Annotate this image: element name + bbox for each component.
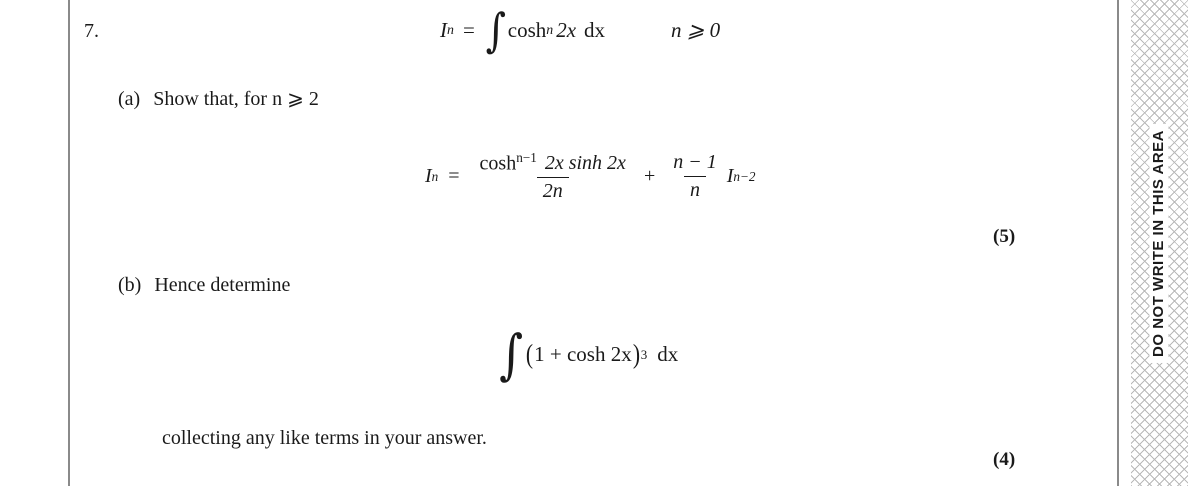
formula-lhs-variable: I <box>425 165 432 188</box>
part-b-marks: (4) <box>993 449 1016 470</box>
part-a-label: (a) <box>118 88 141 110</box>
formula-first-fraction-numerator <box>474 150 632 177</box>
right-margin-rule <box>1117 0 1119 486</box>
formula-num-rest: 2x sinh 2x <box>544 152 626 175</box>
question-stem-expression <box>440 3 721 57</box>
hatched-margin-strip <box>1131 0 1188 486</box>
question-number: 7. <box>84 20 99 42</box>
part-a-marks: (5) <box>993 226 1016 247</box>
formula-equals: = <box>448 165 460 188</box>
do-not-write-text: DO NOT WRITE IN THIS AREA <box>1150 124 1169 363</box>
part-b-line <box>118 274 290 297</box>
integral-icon-large: ∫ <box>499 323 524 386</box>
integral-b-body: 1 + cosh 2x <box>534 342 632 367</box>
part-b-integral-expression <box>497 323 679 386</box>
formula-second-fraction-denominator: n <box>684 176 706 202</box>
formula-first-fraction-denominator: 2n <box>537 177 569 203</box>
reduction-formula <box>425 150 755 203</box>
stem-lhs-variable: I <box>440 17 447 42</box>
stem-equals: = <box>462 17 475 42</box>
close-paren: ) <box>632 339 640 370</box>
formula-num-power: n−1 <box>516 150 537 165</box>
part-b-text: Hence determine <box>154 274 291 296</box>
stem-integrand-base: cosh <box>507 17 547 42</box>
part-a-line <box>118 86 319 111</box>
formula-tail-subscript: n−2 <box>733 168 756 184</box>
formula-lhs-subscript: n <box>431 168 439 184</box>
formula-first-fraction <box>474 150 632 203</box>
stem-condition: n ⩾ 0 <box>671 17 721 42</box>
open-paren: ( <box>526 339 534 370</box>
stem-integrand-power: n <box>546 22 554 38</box>
formula-second-fraction <box>667 151 723 202</box>
part-b-label: (b) <box>118 274 142 296</box>
part-a-text: Show that, for n ⩾ 2 <box>153 88 319 110</box>
stem-lhs-subscript: n <box>447 22 454 38</box>
stem-integrand-argument: 2x <box>556 17 577 42</box>
integral-icon: ∫ <box>485 3 506 57</box>
formula-tail-variable: I <box>726 165 734 188</box>
formula-num-base: cosh <box>479 152 517 175</box>
integral-b-power: 3 <box>640 346 648 362</box>
formula-second-fraction-numerator: n − 1 <box>673 151 717 174</box>
formula-plus-sign: + <box>643 165 656 188</box>
left-margin-rule <box>68 0 70 486</box>
integral-b-differential: dx <box>657 342 679 367</box>
closing-instruction: collecting any like terms in your answer. <box>162 427 487 449</box>
stem-differential: dx <box>584 17 606 42</box>
